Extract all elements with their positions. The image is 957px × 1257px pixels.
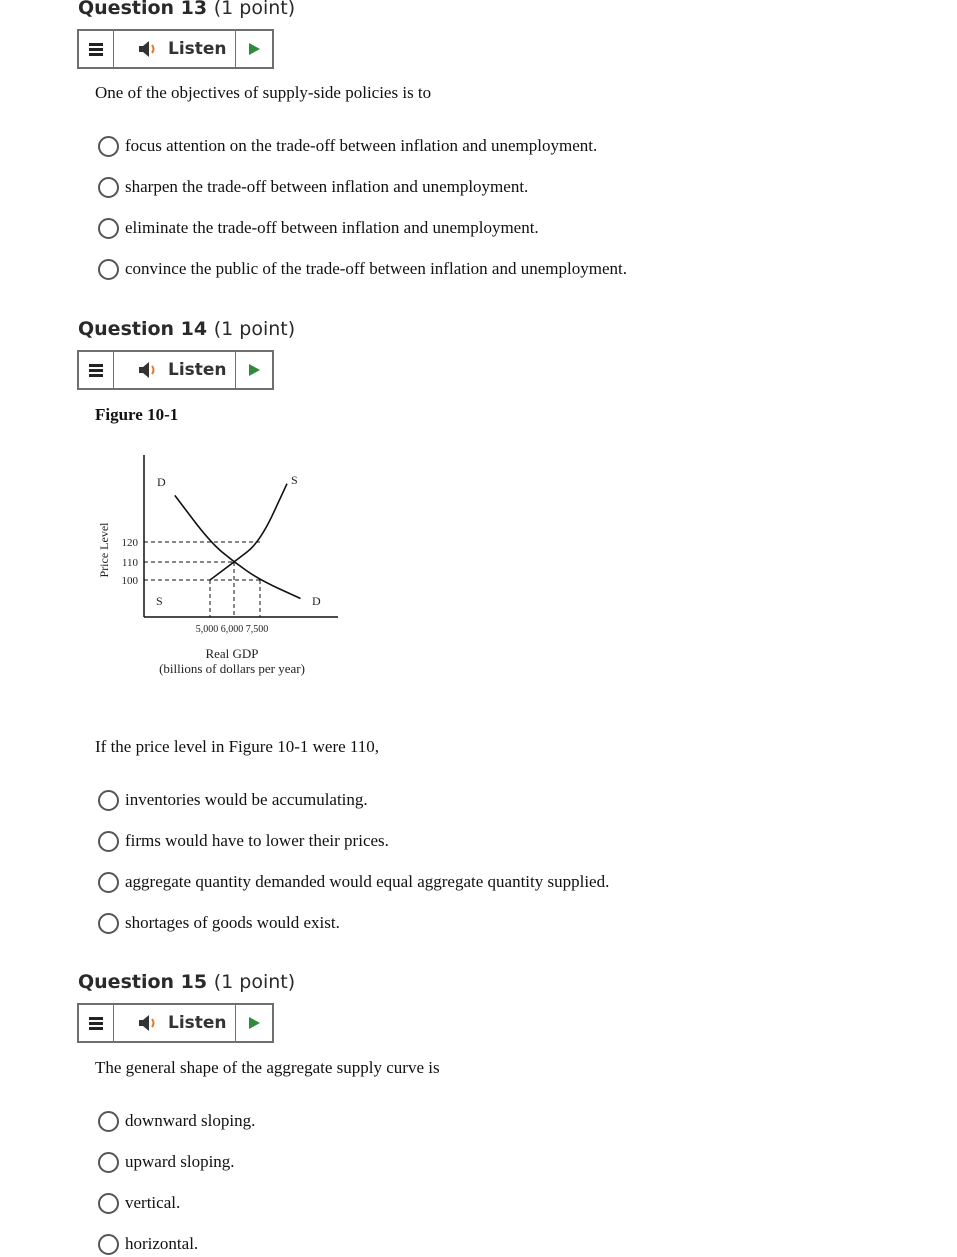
answer-option[interactable] [98, 134, 597, 158]
radio-button[interactable] [98, 177, 119, 198]
question-number: Question 14 [78, 318, 208, 340]
listen-button[interactable] [114, 1005, 236, 1041]
answer-option[interactable] [98, 1150, 235, 1174]
listen-label: Listen [168, 1013, 227, 1033]
y-axis-title: Price Level [97, 522, 111, 578]
radio-button[interactable] [98, 1111, 119, 1132]
curve-label-s-end: S [291, 473, 298, 487]
option-label[interactable]: inventories would be accumulating. [125, 790, 368, 809]
curve-label-s-start: S [156, 594, 163, 608]
ad-as-chart [92, 450, 352, 690]
listen-toolbar [77, 1003, 274, 1043]
listen-toolbar [77, 350, 274, 390]
question-14-title [78, 318, 295, 340]
option-label[interactable]: focus attention on the trade-off between inflation and unemployment. [125, 136, 598, 155]
y-tick-label: 110 [121, 557, 138, 569]
radio-button[interactable] [98, 218, 119, 239]
question-prompt: One of the objectives of supply-side policies is to [95, 83, 432, 102]
answer-option[interactable] [98, 829, 389, 853]
speaker-icon [138, 40, 160, 58]
option-label[interactable]: horizontal. [125, 1234, 199, 1253]
question-points: (1 point) [213, 318, 296, 340]
listen-button[interactable] [114, 31, 236, 67]
answer-option[interactable] [98, 1191, 180, 1215]
play-icon [247, 363, 261, 377]
menu-icon [89, 41, 103, 58]
answer-option[interactable] [98, 1109, 255, 1133]
menu-icon [89, 1015, 103, 1032]
radio-button[interactable] [98, 1152, 119, 1173]
listen-label: Listen [168, 39, 227, 59]
x-axis-title: Real GDP [205, 646, 259, 661]
curve-label-d-end: D [312, 594, 321, 608]
answer-option[interactable] [98, 788, 368, 812]
radio-button[interactable] [98, 790, 119, 811]
x-tick-labels: 5,000 6,000 7,500 [195, 624, 269, 635]
play-button[interactable] [236, 31, 272, 67]
answer-option[interactable] [98, 175, 528, 199]
menu-button[interactable] [79, 1005, 114, 1041]
option-label[interactable]: firms would have to lower their prices. [125, 831, 389, 850]
answer-option[interactable] [98, 216, 539, 240]
radio-button[interactable] [98, 913, 119, 934]
answer-option[interactable] [98, 257, 627, 281]
listen-label: Listen [168, 360, 227, 380]
figure-title: Figure 10-1 [95, 405, 179, 424]
menu-icon [89, 362, 103, 379]
option-label[interactable]: aggregate quantity demanded would equal aggregate quantity supplied. [125, 872, 610, 891]
play-button[interactable] [236, 1005, 272, 1041]
play-icon [247, 1016, 261, 1030]
option-label[interactable]: shortages of goods would exist. [125, 913, 340, 932]
radio-button[interactable] [98, 136, 119, 157]
option-label[interactable]: upward sloping. [125, 1152, 235, 1171]
option-label[interactable]: vertical. [125, 1193, 181, 1212]
option-label[interactable]: downward sloping. [125, 1111, 256, 1130]
menu-button[interactable] [79, 31, 114, 67]
curve-label-d-start: D [157, 475, 166, 489]
question-number: Question 15 [78, 971, 208, 993]
listen-toolbar [77, 29, 274, 69]
question-number: Question 13 [78, 0, 208, 19]
y-tick-label: 120 [121, 537, 138, 549]
option-label[interactable]: eliminate the trade-off between inflation and unemployment. [125, 218, 539, 237]
x-axis-subtitle: (billions of dollars per year) [159, 661, 305, 676]
question-13-title [78, 0, 295, 19]
option-label[interactable]: convince the public of the trade-off between inflation and unemployment. [125, 259, 627, 278]
question-prompt: If the price level in Figure 10-1 were 110, [95, 737, 380, 756]
speaker-icon [138, 1014, 160, 1032]
question-points: (1 point) [213, 971, 296, 993]
radio-button[interactable] [98, 872, 119, 893]
answer-option[interactable] [98, 870, 609, 894]
menu-button[interactable] [79, 352, 114, 388]
listen-button[interactable] [114, 352, 236, 388]
radio-button[interactable] [98, 831, 119, 852]
speaker-icon [138, 361, 160, 379]
question-15-title [78, 971, 295, 993]
radio-button[interactable] [98, 1234, 119, 1255]
radio-button[interactable] [98, 259, 119, 280]
answer-option[interactable] [98, 1232, 198, 1256]
question-prompt: The general shape of the aggregate supply curve is [95, 1058, 440, 1077]
play-button[interactable] [236, 352, 272, 388]
radio-button[interactable] [98, 1193, 119, 1214]
question-points: (1 point) [213, 0, 296, 19]
answer-option[interactable] [98, 911, 340, 935]
curve-s [210, 484, 287, 580]
curve-d [175, 495, 301, 598]
y-tick-label: 100 [121, 575, 138, 587]
option-label[interactable]: sharpen the trade-off between inflation and unemployment. [125, 177, 529, 196]
play-icon [247, 42, 261, 56]
